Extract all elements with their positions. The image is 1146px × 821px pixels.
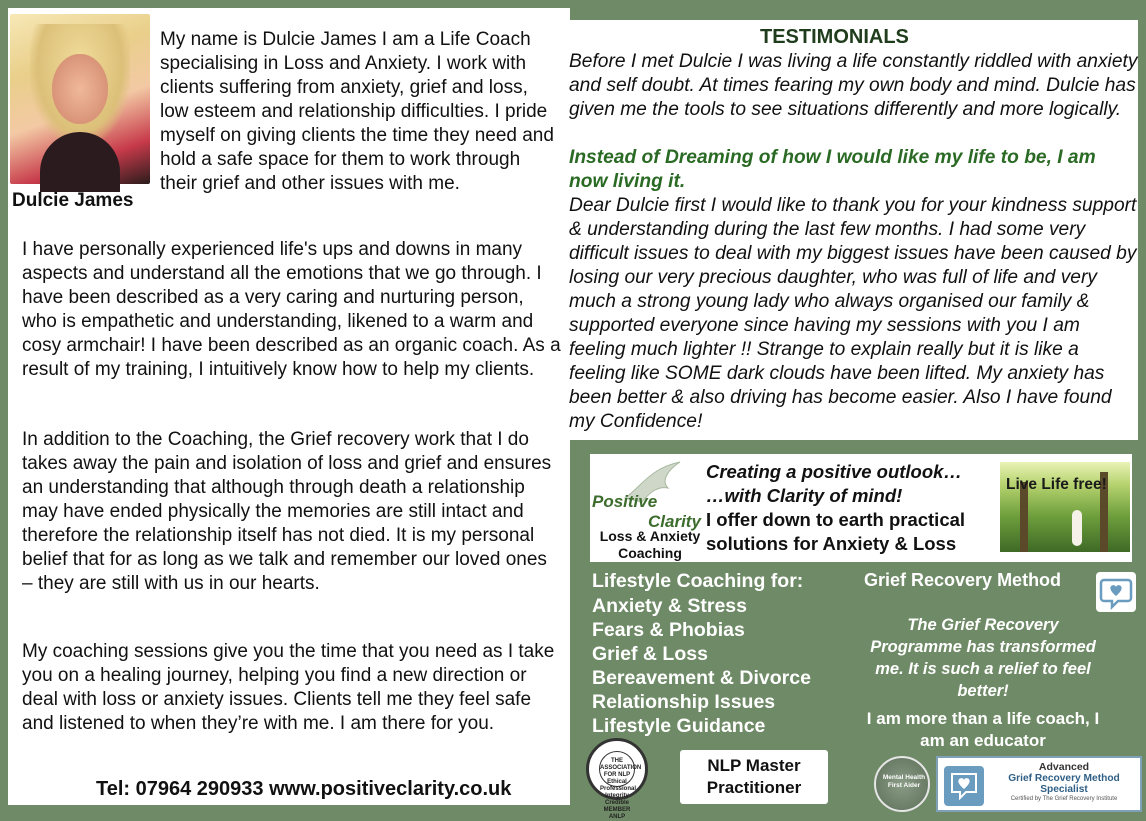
- banner-text: [706, 460, 1006, 556]
- sessions-paragraph: My coaching sessions give you the time that you need as I take you on a healing journey, helping you find a new direction or deal with loss or anxiety issues. Clients tell me they feel safe and listened to when they’re with me. I am there for you.: [22, 641, 555, 734]
- logo-clarity-text: Clarity: [648, 512, 701, 531]
- testimonial-2: Dear Dulcie first I would like to thank you for your kindness support & understanding during the last few months. I had some very difficult issues to deal with my biggest issues have been caused by losing our very precious daughter, who was full of life and very much a strong young lady who always organised our family & supported everyone since having my sessions with you I am feeling much lighter !! Strange to explain really but it is like a feeling like SOME dark clouds have been lifted. My anxiety has been better & also driving has become easier. Also I have found my Confidence!: [569, 195, 1137, 432]
- list-item: Lifestyle Guidance: [592, 715, 766, 737]
- badge-specialist: Grief Recovery Method Specialist: [1008, 773, 1120, 795]
- banner-line-4: solutions for Anxiety & Loss: [706, 533, 957, 554]
- live-life-free-text: Live Life free!: [1006, 476, 1107, 493]
- profile-name: Dulcie James: [12, 190, 134, 211]
- heart-icon: [944, 766, 984, 806]
- testimonial-1: Before I met Dulcie I was living a life constantly riddled with anxiety and self doubt. At times fearing my own body and mind. Dulcie has given me the tools to see situations differently and more logically.: [569, 51, 1138, 120]
- intro-paragraph: My name is Dulcie James I am a Life Coach specialising in Loss and Anxiety. I work with clients suffering from anxiety, grief and loss, low esteem and relationship difficulties. I pride myself on giving clients the time they need and hold a safe space for them to work through their grief and other issues with me.: [160, 29, 554, 194]
- mental-health-first-aider-badge: [874, 756, 930, 812]
- banner: [590, 454, 1132, 562]
- nlp-master-badge: NLP Master Practitioner: [680, 750, 828, 804]
- list-item: Fears & Phobias: [592, 619, 745, 641]
- list-item: Relationship Issues: [592, 691, 776, 713]
- grief-recovery-title: Grief Recovery Method: [864, 570, 1062, 590]
- lifestyle-heading: Lifestyle Coaching for:: [592, 570, 804, 592]
- list-item: Grief & Loss: [592, 643, 708, 665]
- anlp-member-badge: [586, 738, 648, 820]
- testimonial-highlight: Instead of Dreaming of how I would like my life to be, I am now living it.: [569, 147, 1096, 192]
- banner-line-2: …with Clarity of mind!: [706, 485, 903, 506]
- live-life-free-image: [1000, 462, 1130, 552]
- list-item: Anxiety & Stress: [592, 595, 747, 617]
- badge-certified: Certified by The Grief Recovery Institute: [1010, 796, 1118, 802]
- chat-heart-icon: [1096, 572, 1136, 612]
- banner-line-1: Creating a positive outlook…: [706, 461, 962, 482]
- anlp-badge-text: THE ASSOCIATION FOR NLP Ethical Professional Integrity Credible MEMBER ANLP: [599, 751, 635, 787]
- lifestyle-list: [592, 594, 811, 738]
- badge-advanced: Advanced: [1038, 761, 1090, 773]
- testimonials-title: TESTIMONIALS: [760, 26, 909, 48]
- mhfa-text: Mental Health First Aider: [882, 774, 926, 789]
- grief-recovery-specialist-badge: [936, 756, 1142, 812]
- logo-positive-text: Positive: [592, 492, 658, 511]
- list-item: Bereavement & Divorce: [592, 667, 811, 689]
- positive-clarity-logo: [590, 454, 708, 562]
- grief-recovery-quote: The Grief Recovery Programme has transformed me. It is such a relief to feel better!: [870, 616, 1096, 700]
- experience-paragraph: I have personally experienced life's ups and downs in many aspects and understand all the emotions that we go through. I have been described as a very caring and nurturing person, who is empathetic and understanding, likened to a warm and cosy armchair! I have been described as an organic coach. As a result of my training, I intuitively know how to help my clients.: [22, 239, 561, 380]
- banner-line-3: I offer down to earth practical: [706, 509, 966, 530]
- contact-line: Tel: 07964 290933 www.positiveclarity.co.uk: [96, 778, 512, 800]
- grief-recovery-paragraph: In addition to the Coaching, the Grief recovery work that I do takes away the pain and isolation of loss and grief and ensures an understanding that although through death a relationship may have ended physically the memories are still intact and therefore the relationship itself has not died. It is my personal belief that for as long as we talk and remember our loved ones – they are still with us in our hearts.: [22, 429, 552, 594]
- profile-photo: [10, 14, 150, 184]
- logo-subtitle: Loss & Anxiety Coaching: [599, 528, 701, 561]
- educator-statement: I am more than a life coach, I am an educator: [866, 709, 1100, 750]
